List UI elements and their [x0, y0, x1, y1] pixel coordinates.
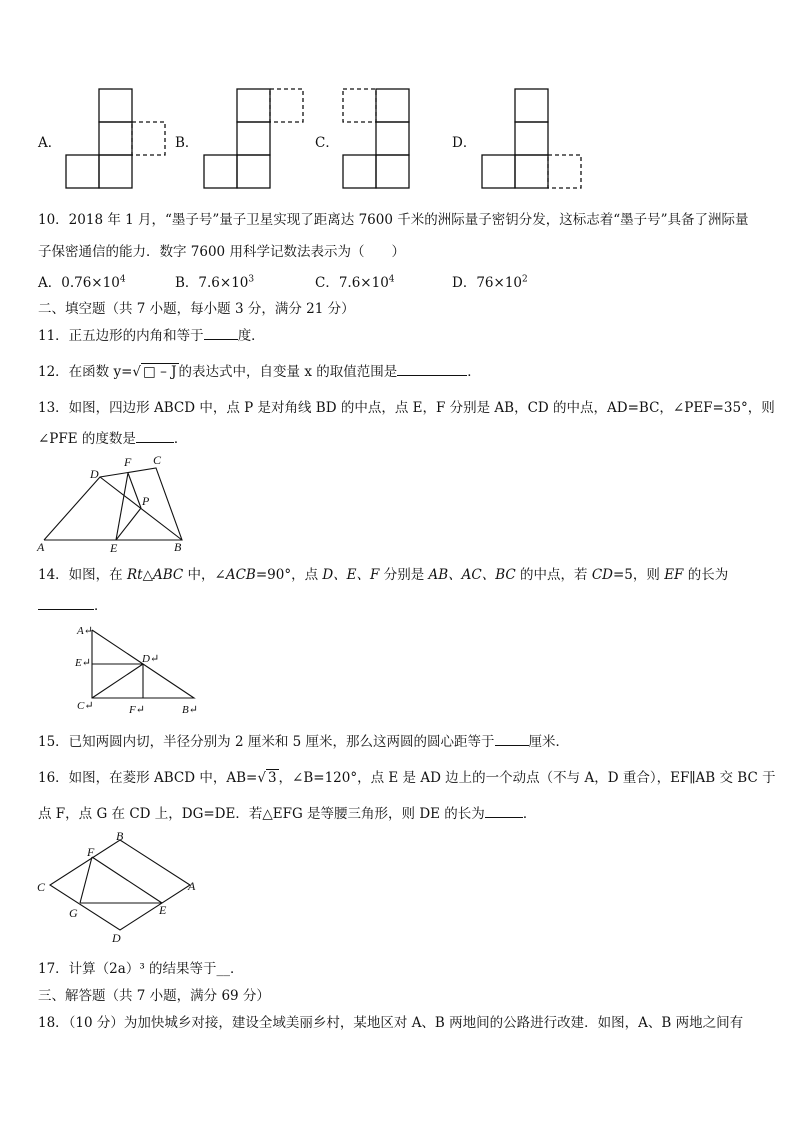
option-b-label: B． [175, 135, 199, 151]
label-d: D↵ [142, 653, 160, 665]
q11: 11．正五边形的内角和等于 度． [38, 328, 265, 344]
label-f: F [124, 455, 132, 469]
q17: 17．计算（2a）³ 的结果等于__． [38, 961, 244, 977]
label-b: B [174, 540, 182, 554]
label-c: C↵ [77, 700, 94, 712]
q15: 15．已知两圆内切，半径分别为 2 厘米和 5 厘米，那么这两圆的圆心距等于 厘米． [38, 734, 570, 750]
section-3-heading: 三、解答题（共 7 小题，满分 69 分） [38, 988, 270, 1004]
label-b: B [116, 829, 124, 843]
label-a: A [37, 540, 45, 554]
q16-line1: 16．如图，在菱形 ABCD 中，AB=√ 3 ，∠B=120°，点 E 是 AD 边上的一个动点（不与 A，D 重合），EF∥AB 交 BC 于 [38, 770, 776, 786]
net-d [482, 89, 581, 188]
section-2-heading: 二、填空题（共 7 小题，每小题 3 分，满分 21 分） [38, 301, 355, 317]
net-a [66, 89, 165, 188]
label-e: E↵ [75, 657, 91, 669]
label-f: F↵ [129, 704, 145, 716]
q16-rhombus-figure [34, 828, 204, 944]
label-e: E [159, 903, 167, 917]
q14-line2: ． [38, 594, 108, 614]
option-d-label: D． [452, 135, 477, 151]
q10-option-d: D．$76\times 10^2$ [452, 274, 528, 291]
label-a: A [188, 879, 196, 893]
q12: 12．在函数 y=√ □ – J 的表达式中，自变量 x 的取值范围是 ． [38, 364, 481, 380]
label-b: B↵ [182, 704, 198, 716]
net-b [204, 89, 303, 188]
option-a-label: A． [38, 135, 62, 151]
label-p: P [142, 494, 150, 508]
label-g: G [69, 906, 78, 920]
q14-line1: 14．如图，在 Rt△ABC 中，∠ACB=90°，点 D、E、F 分别是 AB、AC、BC 的中点，若 CD=5，则 EF 的长为 [38, 567, 729, 583]
q18-line1: 18．（10 分）为加快城乡对接，建设全域美丽乡村，某地区对 A、B 两地间的公路进行改建．如图，A、B 两地之间有 [38, 1015, 744, 1031]
label-d: D [90, 467, 99, 481]
label-a: A↵ [77, 625, 93, 637]
q13-line2: ∠PFE 的度数是 ． [38, 431, 188, 447]
q13-quadrilateral-figure [36, 452, 186, 554]
label-e: E [110, 541, 118, 554]
q10-line2: 子保密通信的能力．数字 7600 用科学记数法表示为（ ） [38, 244, 405, 260]
label-d: D [112, 931, 121, 944]
net-c [343, 89, 409, 188]
label-f: F [87, 845, 95, 859]
q9-net-figures [0, 80, 794, 195]
q10-line1: 10．2018 年 1 月，“墨子号”量子卫星实现了距离达 7600 千米的洲际量子密钥分发，这标志着“墨子号”具备了洲际量 [38, 212, 749, 228]
q16-line2: 点 F，点 G 在 CD 上，DG=DE．若△EFG 是等腰三角形，则 DE 的长为 ． [38, 806, 537, 822]
q14-right-triangle-figure [72, 620, 212, 720]
label-c: C [37, 880, 46, 894]
q10-option-a: A．$0.76\times 10^4$ [38, 274, 126, 291]
option-c-label: C． [315, 135, 339, 151]
q10-option-b: B．$7.6\times 10^3$ [175, 274, 255, 291]
q10-option-c: C．$7.6\times 10^4$ [315, 274, 395, 291]
q13-line1: 13．如图，四边形 ABCD 中，点 P 是对角线 BD 的中点，点 E，F 分别是 AB，CD 的中点，AD=BC，∠PEF=35°，则 [38, 400, 775, 416]
label-c: C [153, 453, 162, 467]
